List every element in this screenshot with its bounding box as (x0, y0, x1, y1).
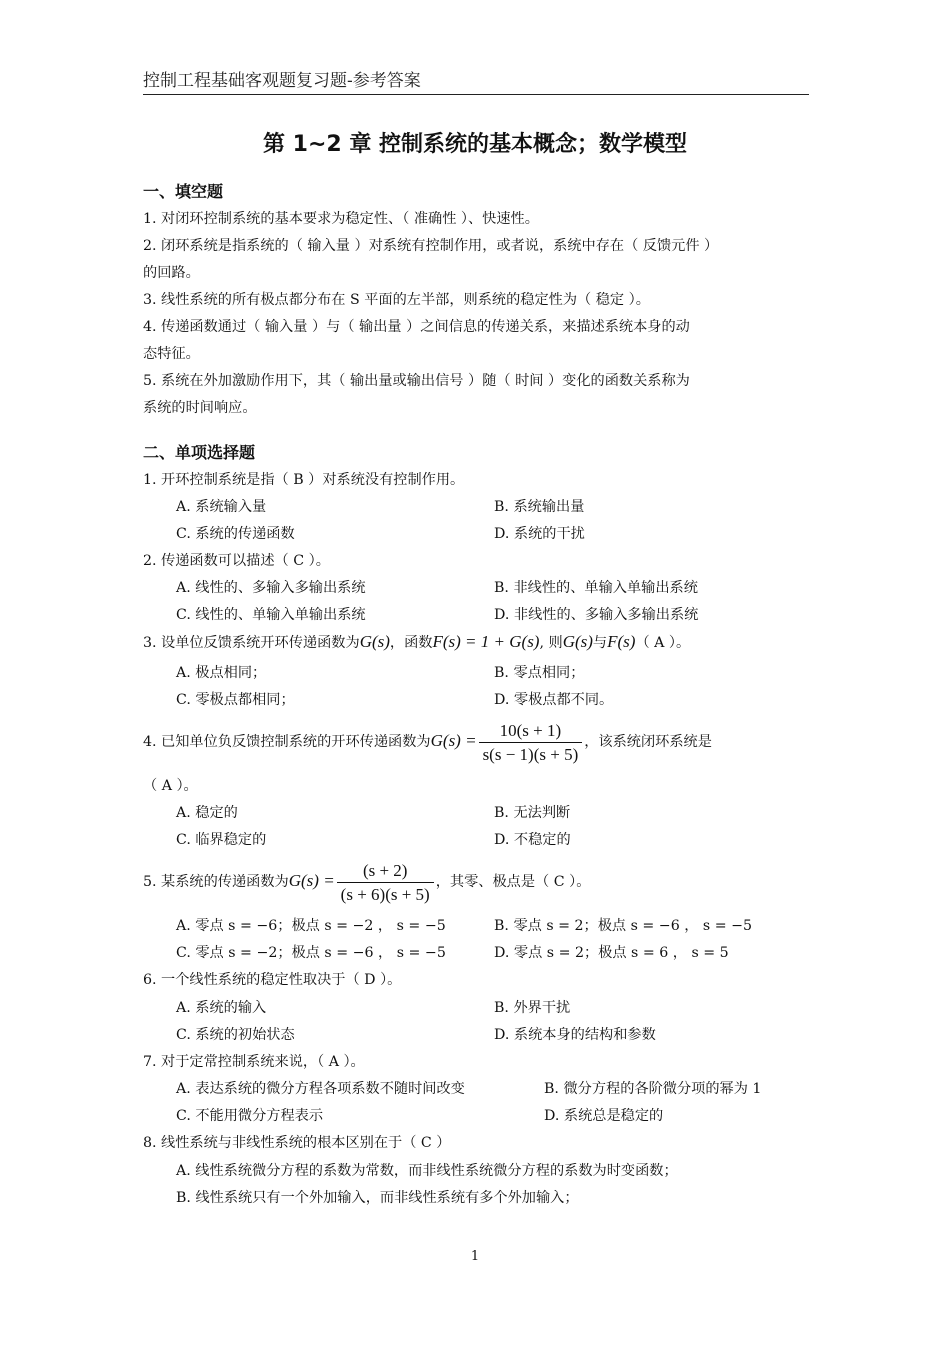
header-rule (143, 94, 809, 95)
choice-q2-option-d: D. 非线性的、多输入多输出系统 (494, 607, 699, 623)
choice-q4-option-c: C. 临界稳定的 (176, 832, 267, 848)
q5-denominator: (s + 6)(s + 5) (340, 884, 430, 904)
choice-q3-stem (143, 632, 690, 653)
choice-q8-stem: 8. 线性系统与非线性系统的根本区别在于（ C ） (143, 1135, 451, 1151)
q4-numerator: 10(s + 1) (479, 720, 583, 743)
q5-text-post: ，其零、极点是（ C ）。 (435, 874, 591, 890)
q3-text-mid: ，函数 (389, 635, 433, 651)
choice-q2-option-c: C. 线性的、单输入单输出系统 (176, 607, 366, 623)
chapter-title: 第 1~2 章 控制系统的基本概念；数学模型 (262, 132, 688, 157)
choice-q8-option-b: B. 线性系统只有一个外加输入，而非线性系统有多个外加输入； (176, 1190, 579, 1206)
choice-q2-option-a: A. 线性的、多输入多输出系统 (176, 580, 366, 596)
q4-formula-lhs: G(s) = (430, 731, 477, 750)
choice-q1-option-b: B. 系统输出量 (494, 499, 585, 515)
choice-q7-stem: 7. 对于定常控制系统来说，（ A ）。 (143, 1054, 365, 1070)
choice-q1-option-c: C. 系统的传递函数 (176, 526, 295, 542)
q3-text-pre: 3. 设单位反馈系统开环传递函数为 (143, 635, 360, 651)
choice-q2-stem: 2. 传递函数可以描述（ C ）。 (143, 553, 330, 569)
choice-q1-stem: 1. 开环控制系统是指（ B ）对系统没有控制作用。 (143, 472, 465, 488)
fill-q3: 3. 线性系统的所有极点都分布在 S 平面的左半部，则系统的稳定性为（ 稳定 ）。 (143, 292, 650, 308)
q5-numerator: (s + 2) (337, 860, 434, 883)
q3-answer: （ A ）。 (635, 635, 691, 651)
choice-q7-option-c: C. 不能用微分方程表示 (176, 1108, 324, 1124)
fill-q5-cont: 系统的时间响应。 (143, 400, 257, 416)
q4-text-pre: 4. 已知单位负反馈控制系统的开环传递函数为 (143, 734, 431, 750)
choice-q3-option-b: B. 零点相同； (494, 665, 585, 681)
choice-q6-option-d: D. 系统本身的结构和参数 (494, 1027, 656, 1043)
fill-q4-cont: 态特征。 (143, 346, 200, 362)
q3-formula-f2: F(s) (607, 632, 636, 651)
choice-q3-option-d: D. 零极点都不同。 (494, 692, 614, 708)
fill-q2-cont: 的回路。 (143, 265, 200, 281)
choice-q5-option-a: A. 零点 s = −6；极点 s = −2 ， s = −5 (176, 918, 446, 934)
q4-fraction (479, 720, 583, 765)
choice-q6-option-b: B. 外界干扰 (494, 1000, 571, 1016)
choice-q4-option-b: B. 无法判断 (494, 805, 571, 821)
choice-q6-stem: 6. 一个线性系统的稳定性取决于（ D ）。 (143, 972, 402, 988)
choice-q7-option-d: D. 系统总是稳定的 (544, 1108, 664, 1124)
q5-formula-lhs: G(s) = (288, 871, 335, 890)
q4-text-post: ，该系统闭环系统是 (584, 734, 712, 750)
choice-q1-option-a: A. 系统输入量 (176, 499, 267, 515)
page-number: 1 (470, 1249, 480, 1264)
running-header: 控制工程基础客观题复习题-参考答案 (143, 71, 421, 91)
choice-q3-option-c: C. 零极点都相同； (176, 692, 295, 708)
choice-q5-stem (143, 858, 590, 905)
choice-q6-option-a: A. 系统的输入 (176, 1000, 267, 1016)
q5-fraction (337, 860, 434, 905)
choice-q7-option-a: A. 表达系统的微分方程各项系数不随时间改变 (176, 1081, 465, 1097)
q3-formula-f: F(s) = 1 + G(s) (432, 632, 540, 651)
section-heading-single-choice: 二、单项选择题 (143, 443, 256, 462)
choice-q4-stem (143, 718, 712, 765)
q3-text-yu: 与 (592, 635, 608, 651)
fill-q5: 5. 系统在外加激励作用下，其（ 输出量或输出信号 ）随（ 时间 ）变化的函数关系称为 (143, 373, 690, 389)
q3-formula-g: G(s) (359, 632, 390, 651)
section-heading-fill-blank: 一、填空题 (143, 182, 224, 201)
choice-q4-answer: （ A ）。 (143, 778, 198, 794)
choice-q5-option-b: B. 零点 s = 2；极点 s = −6 ， s = −5 (494, 918, 753, 934)
fill-q4: 4. 传递函数通过（ 输入量 ）与（ 输出量 ）之间信息的传递关系，来描述系统本身的动 (143, 319, 690, 335)
choice-q1-option-d: D. 系统的干扰 (494, 526, 585, 542)
choice-q4-option-d: D. 不稳定的 (494, 832, 571, 848)
q3-formula-g2: G(s) (562, 632, 593, 651)
fill-q1: 1. 对闭环控制系统的基本要求为稳定性、（ 准确性 ）、快速性。 (143, 211, 539, 227)
choice-q5-option-c: C. 零点 s = −2；极点 s = −6 ， s = −5 (176, 945, 446, 961)
choice-q8-option-a: A. 线性系统微分方程的系数为常数，而非线性系统微分方程的系数为时变函数； (176, 1163, 678, 1179)
choice-q2-option-b: B. 非线性的、单输入单输出系统 (494, 580, 698, 596)
q5-text-pre: 5. 某系统的传递函数为 (143, 874, 289, 890)
choice-q3-option-a: A. 极点相同； (176, 665, 267, 681)
choice-q4-option-a: A. 稳定的 (176, 805, 238, 821)
q3-text-mid2: , 则 (539, 635, 563, 651)
choice-q5-option-d: D. 零点 s = 2；极点 s = 6 ， s = 5 (494, 945, 729, 961)
fill-q2: 2. 闭环系统是指系统的（ 输入量 ）对系统有控制作用，或者说，系统中存在（ 反馈元件 ） (143, 238, 719, 254)
q4-denominator: s(s − 1)(s + 5) (482, 744, 579, 764)
choice-q7-option-b: B. 微分方程的各阶微分项的幂为 1 (544, 1081, 762, 1097)
choice-q6-option-c: C. 系统的初始状态 (176, 1027, 295, 1043)
